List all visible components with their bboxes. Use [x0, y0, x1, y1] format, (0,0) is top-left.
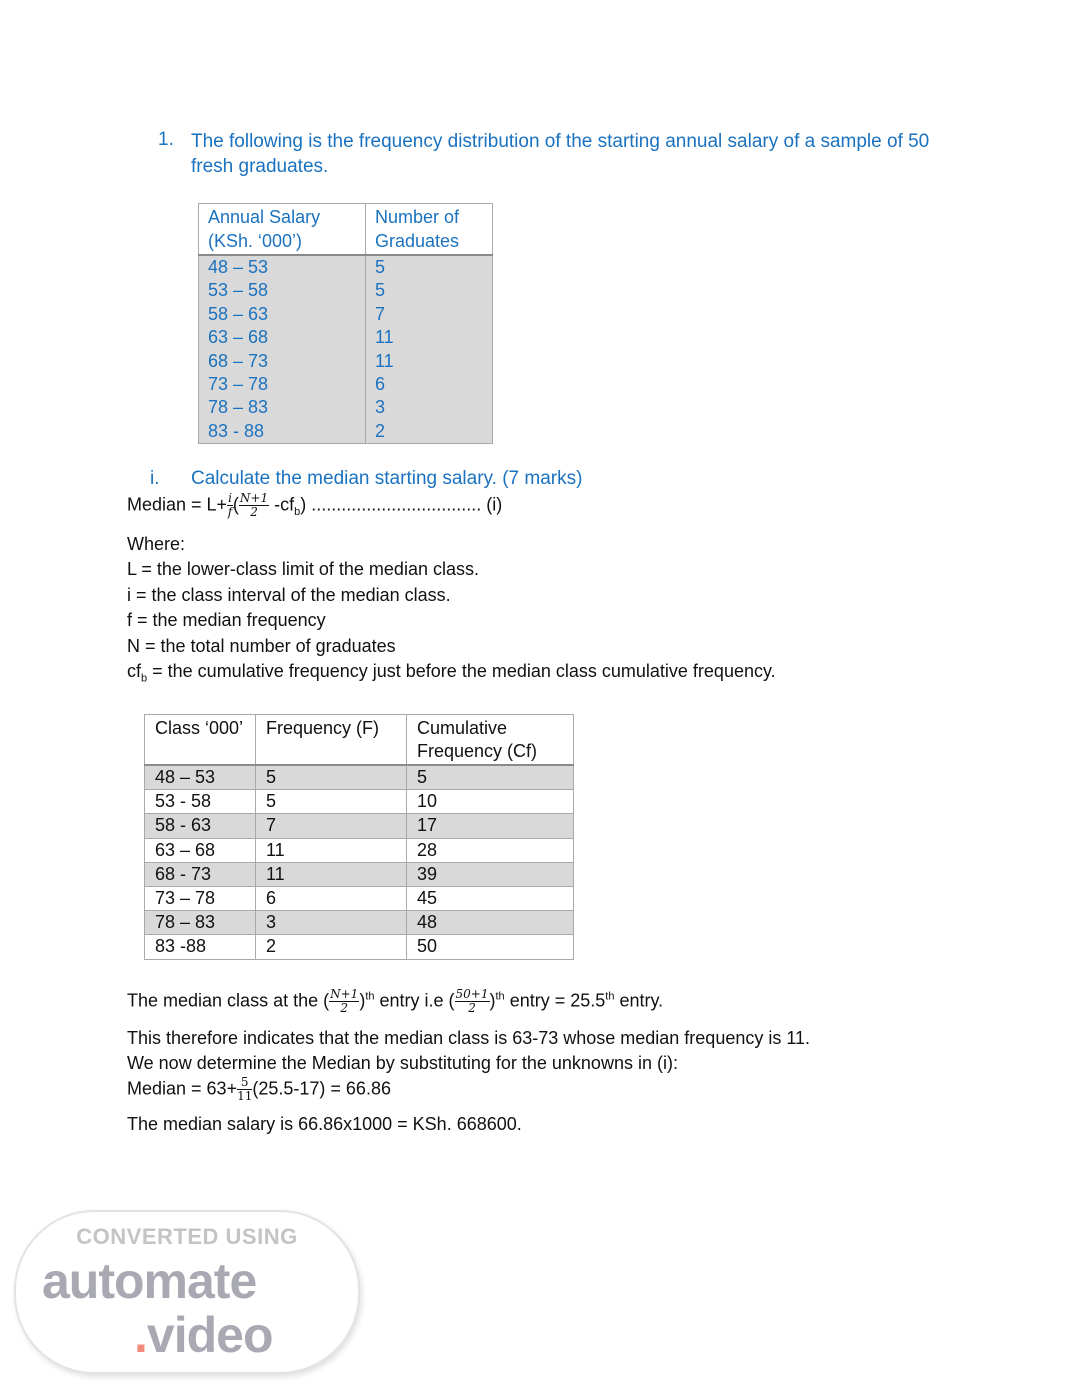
solution-text: ): [489, 990, 496, 1011]
header-number-of-graduates: Number of Graduates: [366, 204, 493, 256]
fraction-n-plus-1-over-2: [239, 492, 269, 519]
table-cell: 5: [407, 765, 574, 790]
table-row: [199, 396, 493, 419]
solution-text: entry i.e (: [374, 990, 455, 1011]
table-cell: 7: [366, 303, 493, 326]
solution-line-median-class: [127, 988, 663, 1015]
where-line-l: L = the lower-class limit of the median class.: [127, 559, 479, 579]
table-cell: 73 – 78: [145, 887, 256, 911]
table-cell: 39: [407, 862, 574, 886]
solution-text: ): [359, 990, 366, 1011]
question-number: 1.: [158, 129, 174, 150]
table-row: [145, 790, 574, 814]
table-cell: 6: [256, 887, 407, 911]
fraction-denominator: 2: [468, 1001, 476, 1015]
cf-definition: = the cumulative frequency just before the median class cumulative frequency.: [147, 661, 776, 681]
superscript-th: th: [495, 990, 505, 1003]
watermark-automate: automate: [42, 1253, 257, 1309]
table-cell: 53 – 58: [199, 279, 366, 302]
where-line-f: f = the median frequency: [127, 610, 326, 630]
superscript-th: th: [605, 990, 615, 1003]
table-cell: 48 – 53: [145, 765, 256, 790]
table-row: [145, 838, 574, 862]
table-cell: 78 – 83: [145, 911, 256, 935]
watermark-video: [134, 1306, 273, 1364]
table-cell: 48 – 53: [199, 255, 366, 279]
header-frequency: Frequency (F): [256, 715, 407, 766]
table-cell: 63 – 68: [145, 838, 256, 862]
table-cell: 7: [256, 814, 407, 838]
where-line-n: N = the total number of graduates: [127, 636, 396, 656]
fraction-numerator: i: [228, 491, 232, 505]
table-cell: 3: [256, 911, 407, 935]
fraction-denominator: 2: [250, 505, 258, 519]
table-cell: 10: [407, 790, 574, 814]
table-cell: 68 - 73: [145, 862, 256, 886]
formula-tail: .................................. (i): [306, 494, 503, 515]
solution-text: entry = 25.5: [504, 990, 606, 1011]
table-row: [145, 862, 574, 886]
table-row: [145, 935, 574, 959]
table-cell: 48: [407, 911, 574, 935]
salary-frequency-table: [198, 203, 493, 444]
table-cell: 17: [407, 814, 574, 838]
table-cell: 83 -88: [145, 935, 256, 959]
table-row: [199, 303, 493, 326]
table-header-row: [145, 715, 574, 766]
header-annual-salary: Annual Salary (KSh. ‘000’): [199, 204, 366, 256]
cf-symbol: cf: [127, 661, 142, 681]
header-cumulative-frequency: Cumulative Frequency (Cf): [407, 715, 574, 766]
formula-cf: -cf: [269, 494, 295, 515]
where-line-cf: [127, 661, 776, 685]
table-cell: 11: [256, 838, 407, 862]
fraction-n-plus-1-over-2: [329, 988, 359, 1015]
table-cell: 2: [256, 935, 407, 959]
solution-text: Median = 63+: [127, 1078, 238, 1099]
superscript-th: th: [365, 990, 375, 1003]
table-row: [145, 887, 574, 911]
table-cell: 58 – 63: [199, 303, 366, 326]
question-text: The following is the frequency distribution of the starting annual salary of a sample of 50 fresh graduates.: [191, 131, 930, 177]
table-row: [199, 420, 493, 444]
where-label: Where:: [127, 534, 186, 554]
cumulative-frequency-table: [144, 714, 574, 960]
table-cell: 50: [407, 935, 574, 959]
table-row: [199, 350, 493, 373]
fraction-5-over-11: [237, 1076, 252, 1103]
solution-text: entry.: [614, 990, 664, 1011]
fraction-50-plus-1-over-2: [455, 988, 490, 1015]
formula-prefix: Median = L+: [127, 494, 228, 515]
fraction-denominator: f: [227, 505, 233, 519]
solution-text: (25.5-17) = 66.86: [252, 1078, 391, 1099]
table-cell: 2: [366, 420, 493, 444]
subquestion-text: Calculate the median starting salary. (7 marks): [191, 468, 583, 489]
table-row: [199, 279, 493, 302]
table-header-row: [199, 204, 493, 256]
header-class: Class ‘000’: [145, 715, 256, 766]
where-line-i: i = the class interval of the median class.: [127, 585, 451, 605]
solution-line-median-salary: The median salary is 66.86x1000 = KSh. 668600.: [127, 1114, 522, 1134]
table-cell: 63 – 68: [199, 326, 366, 349]
table-cell: 83 - 88: [199, 420, 366, 444]
fraction-numerator: 5: [237, 1076, 252, 1090]
solution-text: The median class at the (: [127, 990, 330, 1011]
fraction-numerator: 50+1: [455, 987, 489, 1001]
solution-line-median-class-result: This therefore indicates that the median class is 63-73 whose median frequency is 11.: [127, 1028, 811, 1048]
formula-close-paren: ): [300, 494, 307, 515]
table-cell: 28: [407, 838, 574, 862]
watermark-dot: .: [134, 1307, 147, 1363]
table-cell: 5: [366, 255, 493, 279]
table-cell: 68 – 73: [199, 350, 366, 373]
table-row: [145, 911, 574, 935]
fraction-denominator: 2: [340, 1001, 349, 1015]
solution-line-median-calc: [127, 1076, 391, 1103]
fraction-denominator: 11: [237, 1089, 253, 1103]
table-row: [199, 373, 493, 396]
table-cell: 78 – 83: [199, 396, 366, 419]
table-cell: 11: [366, 350, 493, 373]
table-cell: 53 - 58: [145, 790, 256, 814]
table-cell: 5: [366, 279, 493, 302]
table-cell: 11: [256, 862, 407, 886]
subquestion-number: i.: [150, 468, 160, 489]
table-cell: 5: [256, 790, 407, 814]
table-row: [145, 765, 574, 790]
table-cell: 3: [366, 396, 493, 419]
table-cell: 45: [407, 887, 574, 911]
fraction-numerator: N+1: [330, 987, 359, 1001]
table-cell: 5: [256, 765, 407, 790]
watermark-caption: CONVERTED USING: [76, 1224, 298, 1249]
fraction-numerator: N+1: [239, 491, 269, 505]
formula-cf-subscript: b: [294, 505, 301, 518]
automate-video-watermark: [14, 1210, 360, 1374]
formula-open-paren: (: [232, 494, 239, 515]
solution-line-substitute: We now determine the Median by substituting for the unknowns in (i):: [127, 1053, 678, 1073]
cf-subscript: b: [141, 672, 148, 685]
table-row: [145, 814, 574, 838]
median-formula: [127, 492, 502, 519]
table-cell: 6: [366, 373, 493, 396]
table-cell: 73 – 78: [199, 373, 366, 396]
watermark-video-text: video: [146, 1307, 273, 1363]
table-cell: 58 - 63: [145, 814, 256, 838]
table-row: [199, 326, 493, 349]
table-row: [199, 255, 493, 279]
table-cell: 11: [366, 326, 493, 349]
